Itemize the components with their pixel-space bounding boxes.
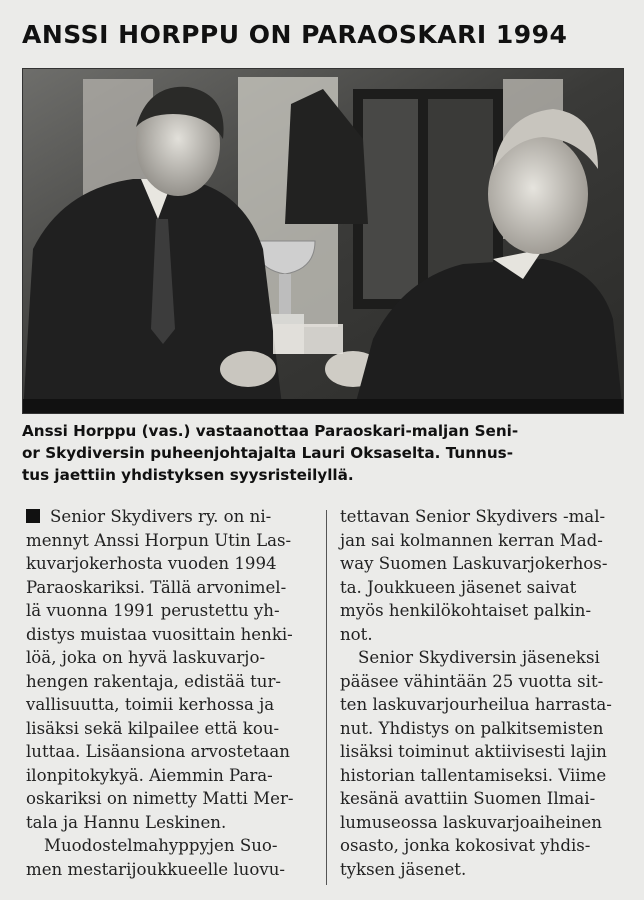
column-divider — [326, 510, 327, 885]
right-column — [340, 505, 620, 881]
text-line: tyksen jäsenet. — [340, 859, 467, 879]
text-line: lisäksi toiminut aktiivisesti lajin — [340, 742, 607, 761]
caption-line: or Skydiversin puheenjohtajalta Lauri Oksaselta. Tunnus- — [22, 444, 514, 462]
text-line: not. — [340, 624, 373, 644]
text-line: historian tallentamiseksi. Viime — [340, 765, 607, 785]
text-line: Paraoskariksi. Tällä arvonimel- — [26, 577, 287, 597]
caption-line: tus jaettiin yhdistyksen syysristeilyllä. — [22, 466, 354, 484]
photo-caption — [22, 420, 624, 486]
text-line: distys muistaa vuosittain henki- — [26, 624, 293, 644]
text-line: ilonpitokykyä. Aiemmin Para- — [26, 765, 273, 785]
text-line: vallisuutta, toimii kerhossa ja — [26, 695, 275, 714]
text-line: pääsee vähintään 25 vuotta sit- — [340, 671, 604, 691]
text-line: luttaa. Lisäansiona arvostetaan — [26, 742, 290, 761]
text-line: ten laskuvarjourheilua harrasta- — [340, 695, 612, 714]
text-line: nut. Yhdistys on palkitsemisten — [340, 718, 604, 738]
text-line: kuvarjokerhosta vuoden 1994 — [26, 554, 277, 573]
text-line: Senior Skydivers ry. on ni- — [26, 505, 316, 529]
text-line: tala ja Hannu Leskinen. — [26, 812, 227, 832]
text-line: lumuseossa laskuvarjoaiheinen — [340, 812, 602, 832]
text-line: tettavan Senior Skydivers -mal- — [340, 507, 606, 526]
caption-line: Anssi Horppu (vas.) vastaanottaa Paraoskari-maljan Seni- — [22, 422, 519, 440]
text-line: way Suomen Laskuvarjokerhos- — [340, 554, 608, 573]
left-column — [26, 505, 316, 881]
text-line: myös henkilökohtaiset palkin- — [340, 601, 592, 620]
photo-award-ceremony-icon — [23, 69, 623, 413]
text-line: men mestarijoukkueelle luovu- — [26, 859, 286, 879]
award-photo — [22, 68, 624, 414]
text-line: lisäksi sekä kilpailee että kou- — [26, 718, 280, 738]
text-line: oskariksi on nimetty Matti Mer- — [26, 789, 294, 808]
text-line: Muodostelmahyppyjen Suo- — [44, 836, 278, 855]
bullet-square-icon — [26, 509, 40, 523]
text-line: hengen rakentaja, edistää tur- — [26, 671, 282, 691]
text-line: ta. Joukkueen jäsenet saivat — [340, 577, 577, 597]
text-line: Senior Skydiversin jäseneksi — [358, 648, 600, 667]
text-line: lä vuonna 1991 perustettu yh- — [26, 601, 280, 620]
text-line: kesänä avattiin Suomen Ilmai- — [340, 789, 596, 808]
text-line: jan sai kolmannen kerran Mad- — [340, 530, 603, 550]
text-line: mennyt Anssi Horpun Utin Las- — [26, 530, 292, 550]
headline: ANSSI HORPPU ON PARAOSKARI 1994 — [22, 20, 568, 49]
text-line: löä, joka on hyvä laskuvarjo- — [26, 648, 266, 667]
text-line: osasto, jonka kokosivat yhdis- — [340, 836, 591, 855]
